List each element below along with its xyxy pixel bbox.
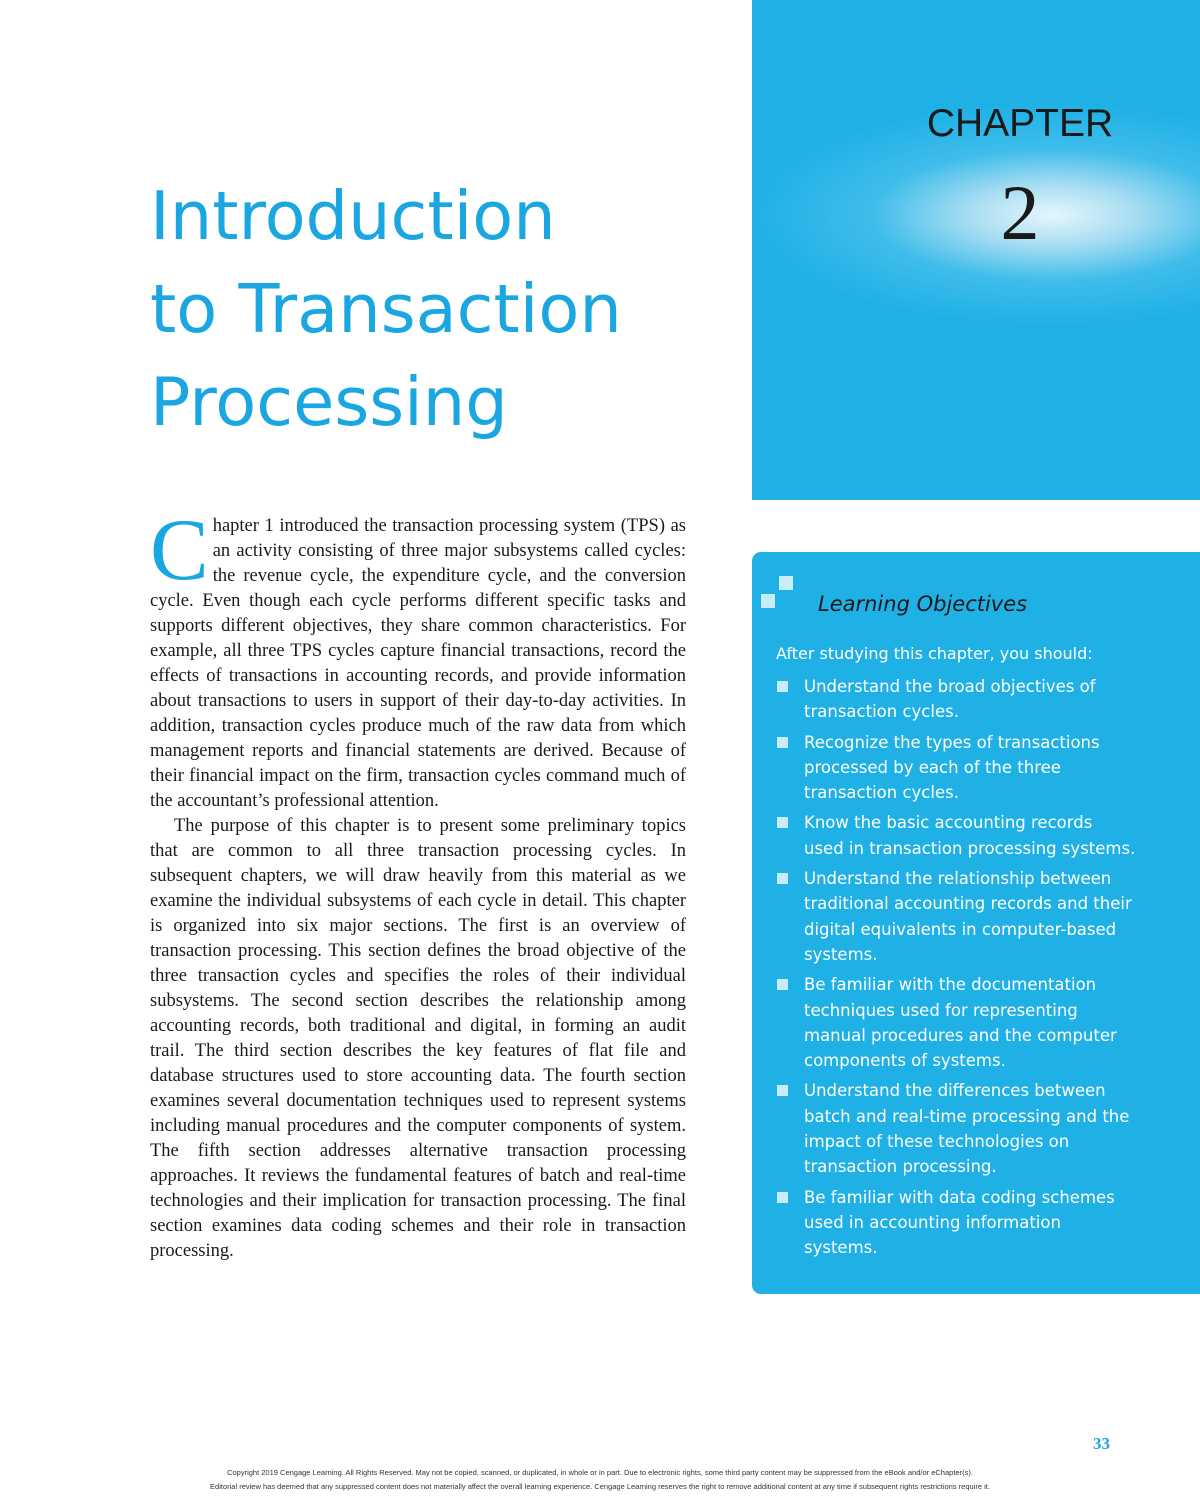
objective-text: Understand the differences between batch and real-time processing and the impact of these technologies on transaction processing. [804,1081,1130,1177]
learning-objectives-panel [752,552,1200,1294]
chapter-banner [752,0,1200,500]
square-bullet-icon [777,817,788,828]
square-bullet-icon [777,737,788,748]
square-bullet-icon [777,1085,788,1096]
squares-icon [761,576,793,608]
objective-item [776,674,1136,725]
chapter-title-line-1: Introduction [150,177,556,255]
objective-item [776,730,1136,806]
learning-objectives-list [776,674,1136,1266]
square-bullet-icon [777,681,788,692]
square-bullet-icon [777,1192,788,1203]
chapter-number: 2 [1000,169,1040,256]
objective-text: Understand the broad objectives of transaction cycles. [804,677,1096,722]
objective-text: Recognize the types of transactions processed by each of the three transaction cycles. [804,732,1100,803]
chapter-title [150,170,740,449]
objective-text: Know the basic accounting records used in transaction processing systems. [804,813,1136,858]
copyright-notice-line-2: Editorial review has deemed that any suppressed content does not materially affect the overall learning experience. Cengage Learning reserves the right to remove additional content at any time if subsequent rights restrictions require it. [210,1482,990,1491]
objective-item [776,866,1136,967]
chapter-title-line-3: Processing [150,363,508,441]
drop-cap: C [150,502,209,599]
paragraph-1 [150,502,686,814]
objective-item [776,1078,1136,1179]
square-bullet-icon [777,873,788,884]
objective-item [776,972,1136,1073]
chapter-label: CHAPTER [926,102,1114,145]
square-bullet-icon [777,979,788,990]
page-number: 33 [1093,1434,1110,1453]
objective-text: Be familiar with the documentation techniques used for representing manual procedures and the computer components of systems. [804,975,1117,1071]
objective-text: Understand the relationship between traditional accounting records and their digital equivalents in computer-based systems. [804,869,1132,964]
body-text [150,502,686,1264]
objective-text: Be familiar with data coding schemes used in accounting information systems. [804,1187,1115,1258]
copyright-notice-line-1: Copyright 2019 Cengage Learning. All Rights Reserved. May not be copied, scanned, or duplicated, in whole or in part. Due to electronic rights, some third party content may be suppressed from the eBook and/or eChapter(s). [227,1468,973,1477]
objective-item [776,810,1136,861]
learning-objectives-intro: After studying this chapter, you should: [776,644,1093,663]
learning-objectives-heading: Learning Objectives [818,592,1028,616]
paragraph-2: The purpose of this chapter is to present some preliminary topics that are common to all three transaction processing cycles. In subsequent chapters, we will draw heavily from this material as we examine the individual subsystems of each cycle in detail. This chapter is organized into six major sections. The first is an overview of transaction processing. This section defines the broad objective of the three transaction cycles and specifies the roles of their individual subsystems. The second section describes the relationship among accounting records, both traditional and digital, in forming an audit trail. The third section describes the key features of flat file and database structures used to store accounting data. The fourth section examines several documentation techniques used to represent systems including manual procedures and the computer components of system. The fifth section addresses alternative transaction processing approaches. It reviews the fundamental features of batch and real-time technologies and their implication for transaction processing. The final section examines data coding schemes and their role in transaction processing. [150,816,686,1261]
objective-item [776,1185,1136,1261]
chapter-title-line-2: to Transaction [150,270,622,348]
paragraph-1-text: hapter 1 introduced the transaction processing system (TPS) as an activity consisting of three major subsystems called cycles: the revenue cycle, the expenditure cycle, and the conversion cycle. Even though each cycle performs different specific tasks and supports different objectives, they share common characteristics. For example, all three TPS cycles capture financial transactions, record the effects of transactions in accounting records, and provide information about transactions to users in support of their day-to-day activities. In addition, transaction cycles produce much of the raw data from which management reports and financial statements are derived. Because of their financial impact on the firm, transaction cycles command much of the accountant’s professional attention. [150,516,686,811]
